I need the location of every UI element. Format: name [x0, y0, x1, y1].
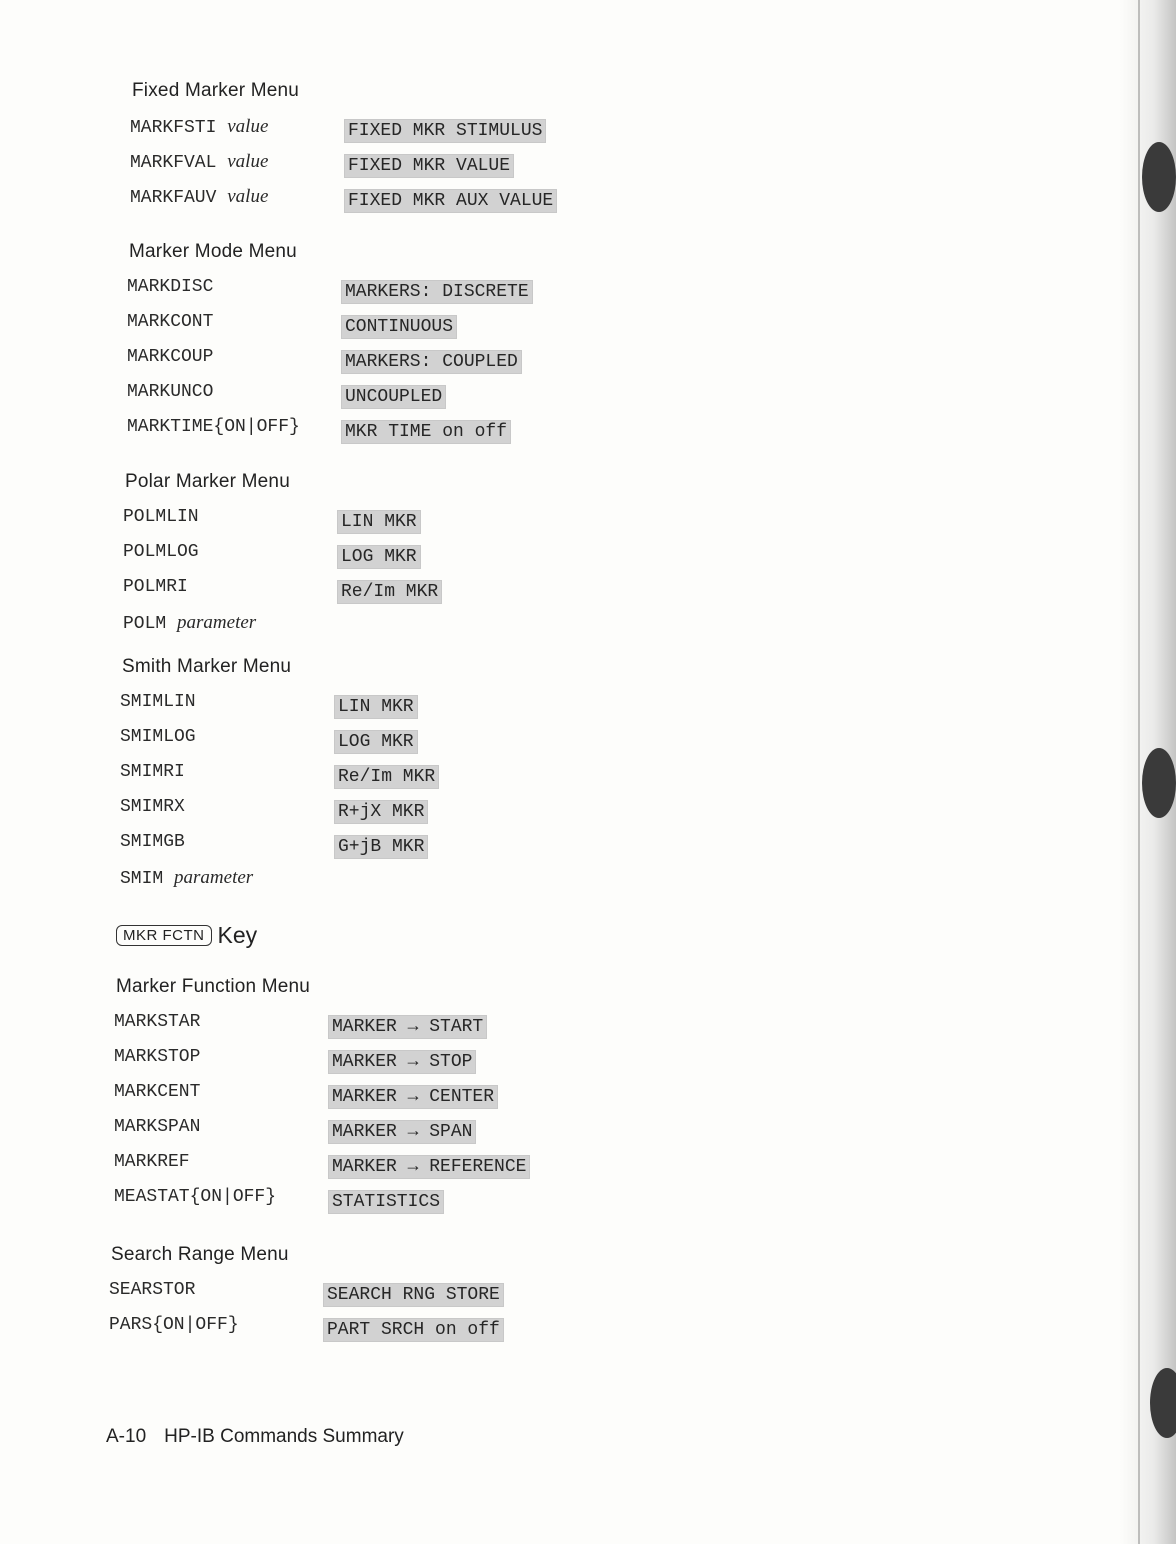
- command-mnemonic: SMIMRX: [120, 797, 185, 817]
- command-row: [120, 797, 640, 832]
- page-footer: [106, 1426, 404, 1448]
- command-mnemonic: MARKSPAN: [114, 1117, 201, 1137]
- softkey-label: Re/Im MKR: [337, 580, 442, 604]
- softkey-label: MARKER → CENTER: [328, 1085, 498, 1109]
- command-row: [130, 186, 650, 221]
- command-mnemonic: SMIMGB: [120, 832, 185, 852]
- command-mnemonic: SMIMRI: [120, 762, 185, 782]
- command-mnemonic: MARKUNCO: [127, 382, 214, 402]
- command-row: [123, 577, 643, 612]
- command-argument: parameter: [177, 612, 257, 633]
- softkey-label: UNCOUPLED: [341, 385, 446, 409]
- softkey-label: MARKER → SPAN: [328, 1120, 476, 1144]
- softkey-label: MARKER → STOP: [328, 1050, 476, 1074]
- section-title: Marker Function Menu: [116, 976, 311, 997]
- search-range-menu-section: [109, 1244, 629, 1350]
- command-row: [109, 1315, 629, 1350]
- command-row: [114, 1117, 654, 1152]
- softkey-label: MKR TIME on off: [341, 420, 511, 444]
- command-row: [123, 507, 643, 542]
- command-mnemonic: MARKCENT: [114, 1082, 201, 1102]
- softkey-label: LIN MKR: [334, 695, 418, 719]
- command-row: [123, 612, 643, 647]
- command-row: [120, 832, 640, 867]
- command-mnemonic: MARKREF: [114, 1152, 190, 1172]
- softkey-label: MARKER → START: [328, 1015, 487, 1039]
- softkey-label: G+jB MKR: [334, 835, 428, 859]
- key-heading: [116, 922, 257, 954]
- softkey-label: FIXED MKR STIMULUS: [344, 119, 546, 143]
- command-mnemonic: POLM parameter: [123, 612, 257, 634]
- command-row: [127, 417, 647, 452]
- section-title: Fixed Marker Menu: [132, 80, 300, 101]
- key-word: Key: [217, 922, 258, 948]
- command-row: [127, 347, 647, 382]
- command-argument: value: [227, 186, 269, 207]
- command-row: [114, 1082, 654, 1117]
- command-mnemonic: MARKCONT: [127, 312, 214, 332]
- fixed-marker-menu-section: [130, 80, 650, 221]
- command-row: [120, 692, 640, 727]
- command-row: [130, 151, 650, 186]
- command-argument: value: [227, 151, 269, 172]
- polar-marker-menu-section: [123, 471, 643, 647]
- marker-function-menu-section: [114, 976, 654, 1222]
- softkey-label: CONTINUOUS: [341, 315, 457, 339]
- binder-edge-line: [1138, 0, 1140, 1544]
- command-mnemonic: POLMLOG: [123, 542, 199, 562]
- softkey-label: SEARCH RNG STORE: [323, 1283, 504, 1307]
- command-mnemonic: MARKFVAL value: [130, 151, 269, 173]
- command-row: [114, 1012, 654, 1047]
- command-row: [120, 867, 640, 902]
- command-mnemonic: MARKFSTI value: [130, 116, 269, 138]
- command-mnemonic: SMIM parameter: [120, 867, 254, 889]
- softkey-label: MARKERS: COUPLED: [341, 350, 522, 374]
- command-mnemonic: MEASTAT{ON|OFF}: [114, 1187, 277, 1207]
- command-mnemonic: MARKSTAR: [114, 1012, 201, 1032]
- command-mnemonic: POLMRI: [123, 577, 188, 597]
- softkey-label: LOG MKR: [334, 730, 418, 754]
- section-title: Smith Marker Menu: [122, 656, 292, 677]
- binder-hole: [1142, 748, 1176, 818]
- softkey-label: STATISTICS: [328, 1190, 444, 1214]
- command-row: [114, 1187, 654, 1222]
- command-argument: value: [227, 116, 269, 137]
- hardkey-label: MKR FCTN: [116, 925, 212, 946]
- command-mnemonic: SMIMLOG: [120, 727, 196, 747]
- command-row: [114, 1047, 654, 1082]
- command-mnemonic: MARKTIME{ON|OFF}: [127, 417, 300, 437]
- command-mnemonic: MARKCOUP: [127, 347, 214, 367]
- command-row: [127, 312, 647, 347]
- command-row: [120, 762, 640, 797]
- marker-mode-menu-section: [127, 241, 647, 452]
- page-number: A-10: [106, 1426, 147, 1447]
- command-mnemonic: POLMLIN: [123, 507, 199, 527]
- command-row: [109, 1280, 629, 1315]
- softkey-label: FIXED MKR AUX VALUE: [344, 189, 557, 213]
- section-title: Marker Mode Menu: [129, 241, 297, 262]
- footer-title: HP-IB Commands Summary: [164, 1426, 404, 1447]
- softkey-label: PART SRCH on off: [323, 1318, 504, 1342]
- command-row: [123, 542, 643, 577]
- softkey-label: LOG MKR: [337, 545, 421, 569]
- softkey-label: Re/Im MKR: [334, 765, 439, 789]
- softkey-label: FIXED MKR VALUE: [344, 154, 514, 178]
- command-mnemonic: PARS{ON|OFF}: [109, 1315, 239, 1335]
- command-row: [114, 1152, 654, 1187]
- command-mnemonic: MARKFAUV value: [130, 186, 269, 208]
- command-mnemonic: SMIMLIN: [120, 692, 196, 712]
- section-title: Polar Marker Menu: [125, 471, 290, 492]
- binder-hole: [1150, 1368, 1176, 1438]
- command-row: [127, 277, 647, 312]
- softkey-label: R+jX MKR: [334, 800, 428, 824]
- softkey-label: MARKERS: DISCRETE: [341, 280, 533, 304]
- command-row: [127, 382, 647, 417]
- section-title: Search Range Menu: [111, 1244, 289, 1265]
- command-mnemonic: MARKSTOP: [114, 1047, 201, 1067]
- binder-hole: [1142, 142, 1176, 212]
- softkey-label: MARKER → REFERENCE: [328, 1155, 530, 1179]
- command-mnemonic: MARKDISC: [127, 277, 214, 297]
- softkey-label: LIN MKR: [337, 510, 421, 534]
- command-mnemonic: SEARSTOR: [109, 1280, 196, 1300]
- command-row: [130, 116, 650, 151]
- command-argument: parameter: [174, 867, 254, 888]
- command-row: [120, 727, 640, 762]
- smith-marker-menu-section: [120, 656, 640, 902]
